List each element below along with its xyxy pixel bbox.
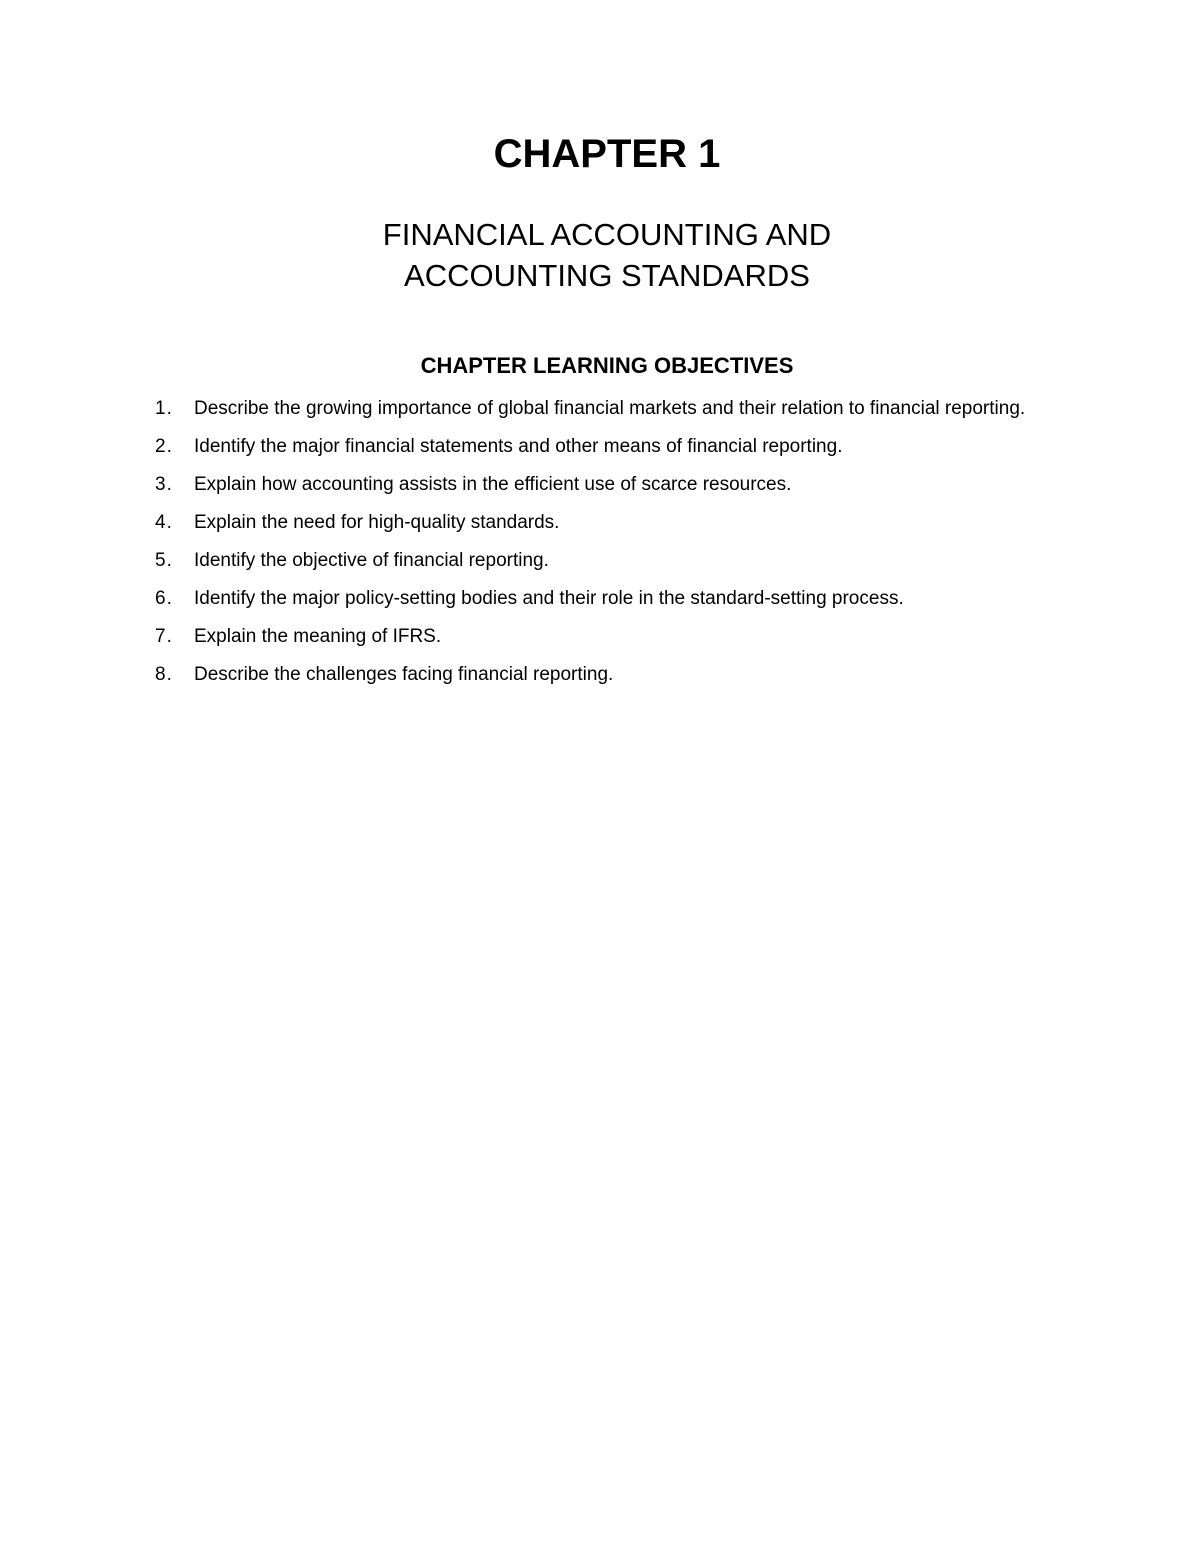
objective-item bbox=[155, 549, 1073, 573]
objective-text: Explain the need for high-quality standards. bbox=[194, 512, 560, 533]
objective-number: 3. bbox=[155, 474, 173, 495]
objective-text: Explain the meaning of IFRS. bbox=[194, 626, 442, 647]
objective-number: 8. bbox=[155, 664, 173, 685]
chapter-title-line: FINANCIAL ACCOUNTING AND bbox=[382, 217, 832, 252]
objective-text: Describe the challenges facing financial reporting. bbox=[194, 664, 614, 685]
chapter-number: CHAPTER 1 bbox=[493, 132, 721, 176]
objective-item bbox=[155, 435, 1073, 459]
objective-number: 7. bbox=[155, 626, 173, 647]
objective-number: 4. bbox=[155, 512, 173, 533]
objective-item bbox=[155, 473, 1073, 497]
objective-number: 5. bbox=[155, 550, 173, 571]
objective-item bbox=[155, 663, 1073, 687]
objectives-heading: CHAPTER LEARNING OBJECTIVES bbox=[420, 353, 794, 378]
chapter-title-line: ACCOUNTING STANDARDS bbox=[404, 258, 810, 293]
objective-text: Describe the growing importance of global financial markets and their relation to financial reporting. bbox=[194, 398, 1026, 419]
objective-item bbox=[155, 587, 1073, 611]
objective-text: Identify the major policy-setting bodies and their role in the standard-setting process. bbox=[194, 588, 904, 609]
objective-text: Identify the major financial statements and other means of financial reporting. bbox=[194, 436, 843, 457]
objective-number: 6. bbox=[155, 588, 173, 609]
objective-item bbox=[155, 625, 1073, 649]
objective-item bbox=[155, 397, 1073, 421]
chapter-title bbox=[0, 214, 1200, 296]
objective-item bbox=[155, 511, 1073, 535]
objective-text: Identify the objective of financial reporting. bbox=[194, 550, 549, 571]
objective-number: 2. bbox=[155, 436, 173, 457]
objectives-list bbox=[155, 397, 1073, 701]
objective-number: 1. bbox=[155, 398, 173, 419]
objective-text: Explain how accounting assists in the efficient use of scarce resources. bbox=[194, 474, 792, 495]
